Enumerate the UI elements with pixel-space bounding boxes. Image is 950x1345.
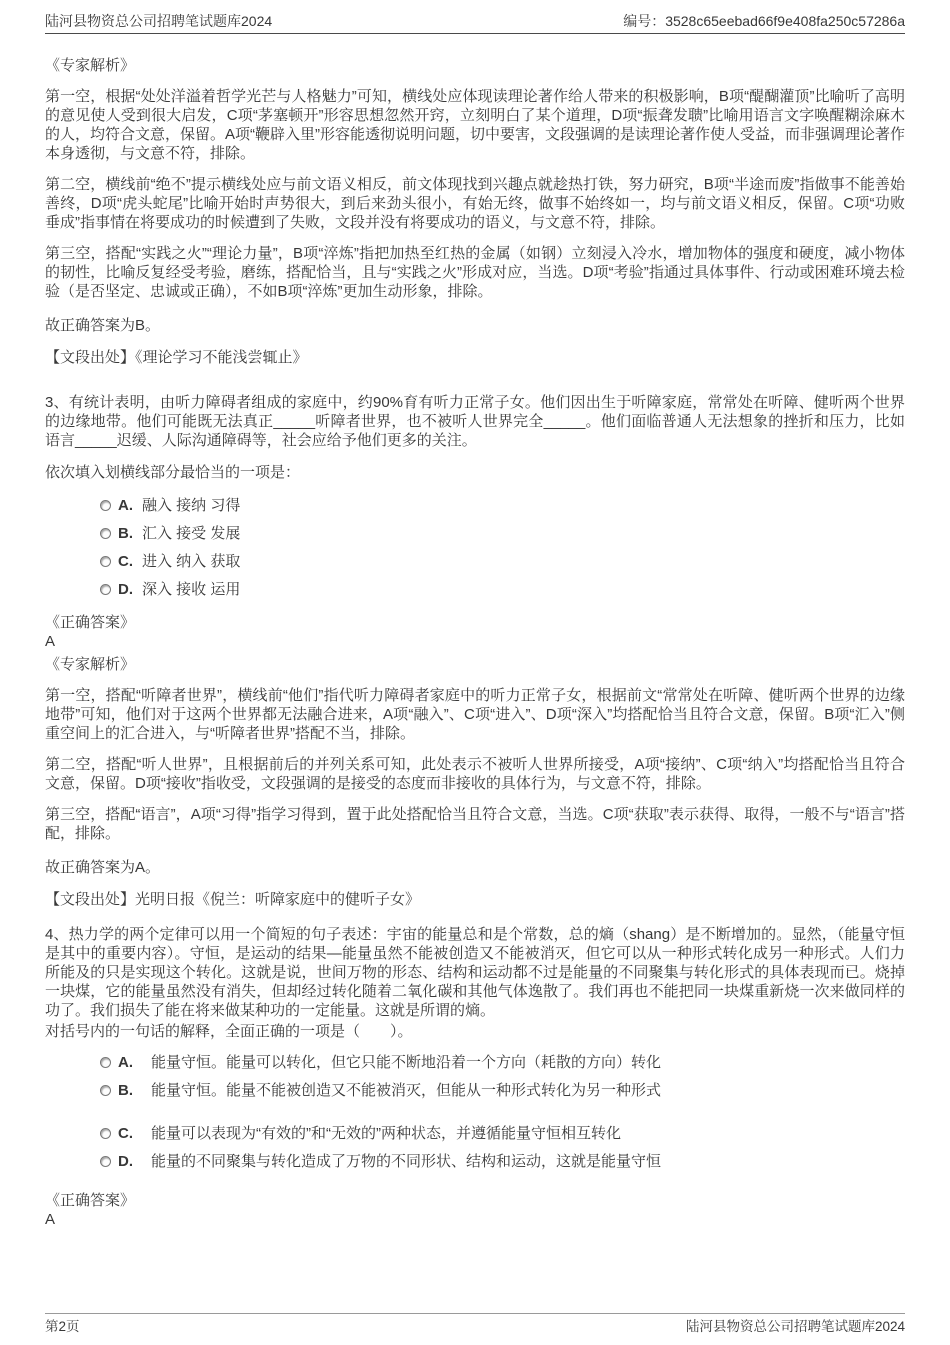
option-letter: C. [118,553,133,570]
option-text: 能量的不同聚集与转化造成了万物的不同形状、结构和运动，这就是能量守恒 [151,1153,662,1170]
question-4-options [100,1053,905,1171]
radio-button-icon[interactable] [100,1057,111,1068]
question-3-options [100,496,905,599]
question-4-answer-block [45,1191,905,1229]
question-3-option-d[interactable] [100,580,905,599]
option-letter: C. [118,1125,133,1142]
question-3-answer-block [45,613,905,651]
question-3-analysis-paragraph-1: 第一空，搭配“听障者世界”，横线前“他们”指代听力障碍者家庭中的听力正常子女，根据前文“常常处在听障、健听两个世界的边缘地带”可知，他们对于这两个世界都无法融合进来，A项“融入”、C项“进入”、D项“深入”均搭配恰当且符合文意，保留。B项“汇入”侧重空间上的汇合进入，与“听障者世界”搭配不当，排除。 [45,687,905,742]
question-3-prompt: 依次填入划横线部分最恰当的一项是： [45,464,301,481]
header-doc-number: 编号：3528c65eebad66f9e408fa250c57286a [623,13,905,29]
answer-heading: 《正确答案》 [45,1192,136,1209]
question-3-analysis-heading: 《专家解析》 [45,656,136,673]
footer-page-number: 第2页 [45,1319,80,1334]
option-letter: A. [118,1054,133,1071]
analysis-paragraph-3: 第三空，搭配“实践之火”“理论力量”，B项“淬炼”指把加热至红热的金属（如钢）立刻浸入冷水，增加物体的强度和硬度，减小物体的韧性，比喻反复经受考验，磨练，搭配恰当，且与“实践之火”形成对应，当选。D项“考验”指通过具体事件、行动或困难环境去检验（是否坚定、忠诚或正确），不如B项“淬炼”更加生动形象，排除。 [45,245,905,300]
question-3-option-b[interactable] [100,524,905,543]
answer-value: A [45,633,56,650]
question-3-stem: 3、有统计表明，由听力障碍者组成的家庭中，约90%育有听力正常子女。他们因出生于听障家庭，常常处在听障、健听两个世界的边缘地带。他们可能既无法真正_____听障者世界，也不被听人世界完全_____。他们面临普通人无法想象的挫折和压力，比如语言_____迟缓、人际沟通障碍等，社会应给予他们更多的关注。 [45,394,905,449]
option-text: 能量守恒。能量不能被创造又不能被消灭，但能从一种形式转化为另一种形式 [151,1082,662,1099]
question-4-option-b[interactable] [100,1081,905,1100]
question-4-option-c[interactable] [100,1124,905,1143]
option-text: 深入 接收 运用 [142,581,241,598]
question-3-conclusion: 故正确答案为A。 [45,859,161,876]
question-3-source: 【文段出处】光明日报《倪兰：听障家庭中的健听子女》 [45,891,421,908]
option-text: 能量守恒。能量可以转化，但它只能不断地沿着一个方向（耗散的方向）转化 [151,1054,662,1071]
analysis-conclusion: 故正确答案为B。 [45,317,161,334]
analysis-paragraph-1: 第一空，根据“处处洋溢着哲学光芒与人格魅力”可知，横线处应体现读理论著作给人带来的积极影响，B项“醍醐灌顶”比喻听了高明的意见使人受到很大启发，C项“茅塞顿开”形容思想忽然开窍，立刻明白了某个道理，D项“振聋发聩”比喻用语言文字唤醒糊涂麻木的人，均符合文意，保留。A项“鞭辟入里”形容能透彻说明问题，切中要害，文段强调的是读理论著作使人受益，而非强调理论著作本身透彻，与文意不符，排除。 [45,88,906,162]
question-4-prompt: 对括号内的一句话的解释，全面正确的一项是（ ）。 [45,1023,413,1040]
analysis-heading: 《专家解析》 [45,57,136,74]
question-3-analysis-paragraph-3: 第三空，搭配“语言”，A项“习得”指学习得到，置于此处搭配恰当且符合文意，当选。C项“获取”表示获得、取得，一般不与“语言”搭配，排除。 [45,806,905,842]
question-3-analysis-paragraph-2: 第二空，搭配“听人世界”，且根据前后的并列关系可知，此处表示不被听人世界所接受，A项“接纳”、C项“纳入”均搭配恰当且符合文意，保留。D项“接收”指收受，文段强调的是接受的态度而非接收的具体行为，与文意不符，排除。 [45,756,905,792]
option-letter: A. [118,497,133,514]
question-3-option-a[interactable] [100,496,905,515]
page-header [45,0,905,34]
option-letter: B. [118,1082,133,1099]
radio-button-icon[interactable] [100,528,111,539]
option-letter: D. [118,581,133,598]
document-body [0,34,950,1229]
question-3-option-c[interactable] [100,552,905,571]
option-text: 汇入 接受 发展 [142,525,241,542]
passage-source: 【文段出处】《理论学习不能浅尝辄止》 [45,349,308,366]
radio-button-icon[interactable] [100,1085,111,1096]
radio-button-icon[interactable] [100,1128,111,1139]
option-letter: D. [118,1153,133,1170]
radio-button-icon[interactable] [100,1156,111,1167]
analysis-paragraph-2: 第二空，横线前“绝不”提示横线处应与前文语义相反，前文体现找到兴趣点就趁热打铁，努力研究，B项“半途而废”指做事不能善始善终，D项“虎头蛇尾”比喻开始时声势很大，到后来劲头很小，有始无终，做事不始终如一，均与前文语义相反，保留。C项“功败垂成”指事情在将要成功的时候遭到了失败，文段并没有将要成功的语义，与文意不符，排除。 [45,176,905,231]
footer-title: 陆河县物资总公司招聘笔试题库2024 [685,1319,905,1334]
page-footer [45,1313,905,1335]
option-text: 融入 接纳 习得 [142,497,241,514]
answer-heading: 《正确答案》 [45,614,136,631]
option-text: 进入 纳入 获取 [142,553,241,570]
option-text: 能量可以表现为“有效的”和“无效的”两种状态，并遵循能量守恒相互转化 [151,1125,621,1142]
radio-button-icon[interactable] [100,556,111,567]
question-4-stem: 4、热力学的两个定律可以用一个简短的句子表述：宇宙的能量总和是个常数，总的熵（shang）是不断增加的。显然，（能量守恒是其中的重要内容）。守恒，是运动的结果—能量虽然不能被创造又不能被消灭，但它可以从一种形式转化成另一种形式。人们力所能及的只是实现这个转化。这就是说，世间万物的形态、结构和运动都不过是能量的不同聚集与转化形式的具体表现而已。烧掉一块煤，它的能量虽然没有消失，但却经过转化随着二氧化碳和其他气体逸散了。我们再也不能把同一块煤重新烧一次来做同样的功了。我们损失了能在将来做某种功的一定能量。这就是所谓的熵。 [45,926,905,1019]
option-letter: B. [118,525,133,542]
question-4-option-a[interactable] [100,1053,905,1072]
answer-value: A [45,1211,56,1228]
question-4-option-d[interactable] [100,1152,905,1171]
radio-button-icon[interactable] [100,584,111,595]
radio-button-icon[interactable] [100,500,111,511]
header-title: 陆河县物资总公司招聘笔试题库2024 [45,13,273,29]
